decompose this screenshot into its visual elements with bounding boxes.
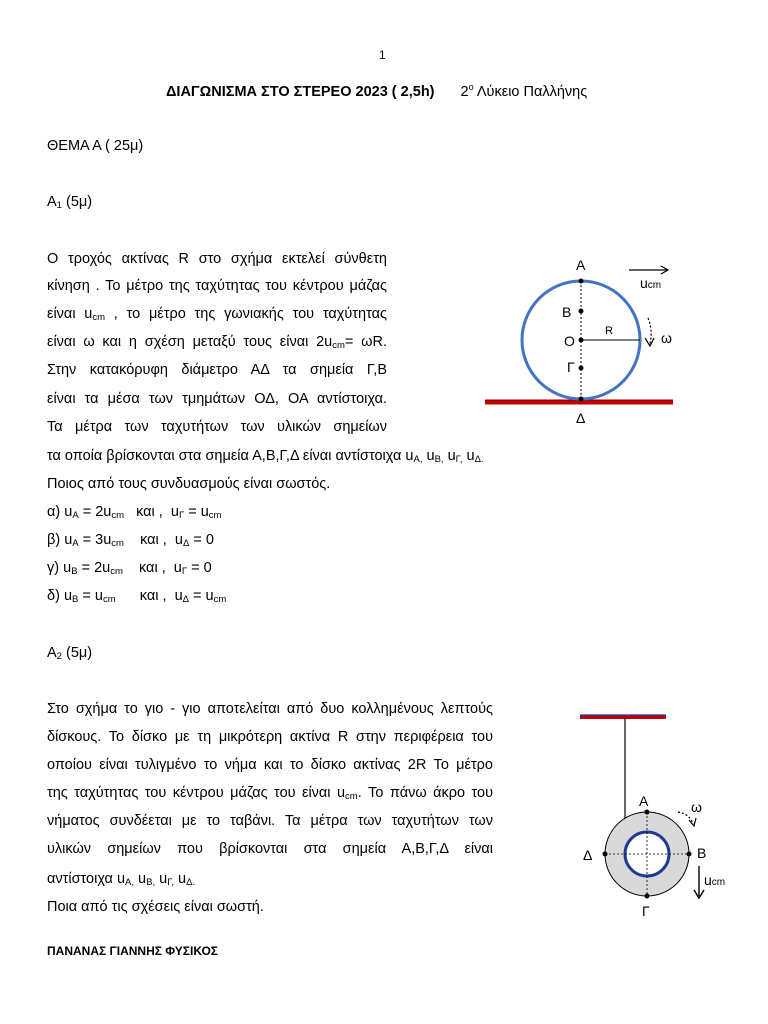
rolling-wheel-diagram [480, 252, 690, 432]
answer-option-d: δ) uΒ = ucm και , uΔ = ucm [47, 588, 227, 605]
point-b [687, 852, 692, 857]
label-omega: ω [691, 799, 702, 815]
point-o [579, 338, 584, 343]
a2-text-line: δίσκους. Το δίσκο με τη μικρότερη ακτίνα R στην περιφέρεια του [47, 729, 493, 745]
a2-text-line: της ταχύτητας του κέντρου μάζας του είναι ucm. Το πάνω άκρο του [47, 785, 493, 802]
a1-text-line: κίνηση . Το μέτρο της ταχύτητας του κέντρου μάζας [47, 278, 387, 294]
question-a2-label: Α2 (5μ) [47, 645, 93, 662]
label-g: Γ [567, 359, 575, 375]
label-a: Α [639, 793, 649, 809]
a2-text-line: Ποια από τις σχέσεις είναι σωστή. [47, 899, 264, 915]
a2-text-line: αντίστοιχα uΑ, uΒ, uΓ, uΔ. [47, 871, 196, 888]
a2-text-line: υλικών σημείων που βρίσκονται στα σημεία Α,Β,Γ,Δ είναι [47, 841, 493, 857]
page-number: 1 [379, 48, 386, 62]
yoyo-diagram [578, 708, 738, 928]
point-g [645, 894, 650, 899]
a1-text-line: Ποιος από τους συνδυασμούς είναι σωστός. [47, 476, 331, 492]
label-omega: ω [661, 330, 672, 346]
point-g [579, 366, 584, 371]
label-ucm: ucm [640, 275, 662, 291]
question-a1-label: Α1 (5μ) [47, 194, 93, 211]
label-b: Β [562, 304, 572, 320]
label-b: Β [697, 845, 707, 861]
a1-text-line: Στην κατακόρυφη διάμετρο ΑΔ τα σημεία Γ,Β [47, 362, 387, 378]
exam-header [166, 82, 587, 100]
a2-text-line: Στο σχήμα το γιο - γιο αποτελείται από δυο κολλημένους λεπτούς [47, 701, 493, 717]
label-r: R [605, 325, 613, 337]
a1-text-line: είναι ω και η σχέση μεταξύ τους είναι 2ucm= ωR. [47, 334, 387, 351]
omega-arrowhead [645, 338, 654, 346]
label-a: Α [576, 257, 586, 273]
omega-arrowhead [689, 818, 696, 826]
answer-option-a: α) uΑ = 2ucm και , uΓ = ucm [47, 504, 222, 521]
a1-text-line: είναι ucm , το μέτρο της γωνιακής του ταχύτητας [47, 306, 387, 323]
point-b [579, 309, 584, 314]
label-d: Δ [583, 847, 593, 863]
label-o: Ο [564, 333, 575, 349]
a2-text-line: νήματος συνδέεται με το ταβάνι. Τα μέτρα των ταχυτήτων των [47, 813, 493, 829]
exam-title: ΔΙΑΓΩΝΙΣΜΑ ΣΤΟ ΣΤΕΡΕΟ 2023 ( 2,5h) [166, 83, 435, 100]
point-a [645, 810, 650, 815]
point-d [603, 852, 608, 857]
a1-text-line: Ο τροχός ακτίνας R στο σχήμα εκτελεί σύνθετη [47, 251, 387, 267]
answer-option-b: β) uΑ = 3ucm και , uΔ = 0 [47, 532, 214, 549]
point-a [579, 279, 584, 284]
omega-arrow-icon [648, 318, 651, 344]
a2-text-line: οποίου είναι τυλιγμένο το νήμα και το δίσκο ακτίνας 2R Το μέτρο [47, 757, 493, 773]
point-d [579, 397, 584, 402]
label-d: Δ [576, 410, 586, 426]
theme-title: ΘΕΜΑ Α ( 25μ) [47, 138, 144, 154]
label-g: Γ [642, 903, 650, 919]
answer-option-c: γ) uΒ = 2ucm και , uΓ = 0 [47, 560, 212, 577]
a1-text-line: Τα μέτρα των ταχυτήτων των υλικών σημείων [47, 419, 387, 435]
a1-text-line: τα οποία βρίσκονται στα σημεία Α,Β,Γ,Δ είναι αντίστοιχα uΑ, uΒ, uΓ, uΔ. [47, 448, 484, 465]
school-name: $2^o$ Λύκειο Παλλήνης [460, 82, 588, 100]
label-ucm: ucm [704, 872, 726, 888]
a1-text-line: είναι τα μέσα των τμημάτων ΟΔ, ΟΑ αντίστοιχα. [47, 391, 387, 407]
author-footer: ΠΑΝΑΝΑΣ ΓΙΑΝΝΗΣ ΦΥΣΙΚΟΣ [47, 944, 218, 958]
